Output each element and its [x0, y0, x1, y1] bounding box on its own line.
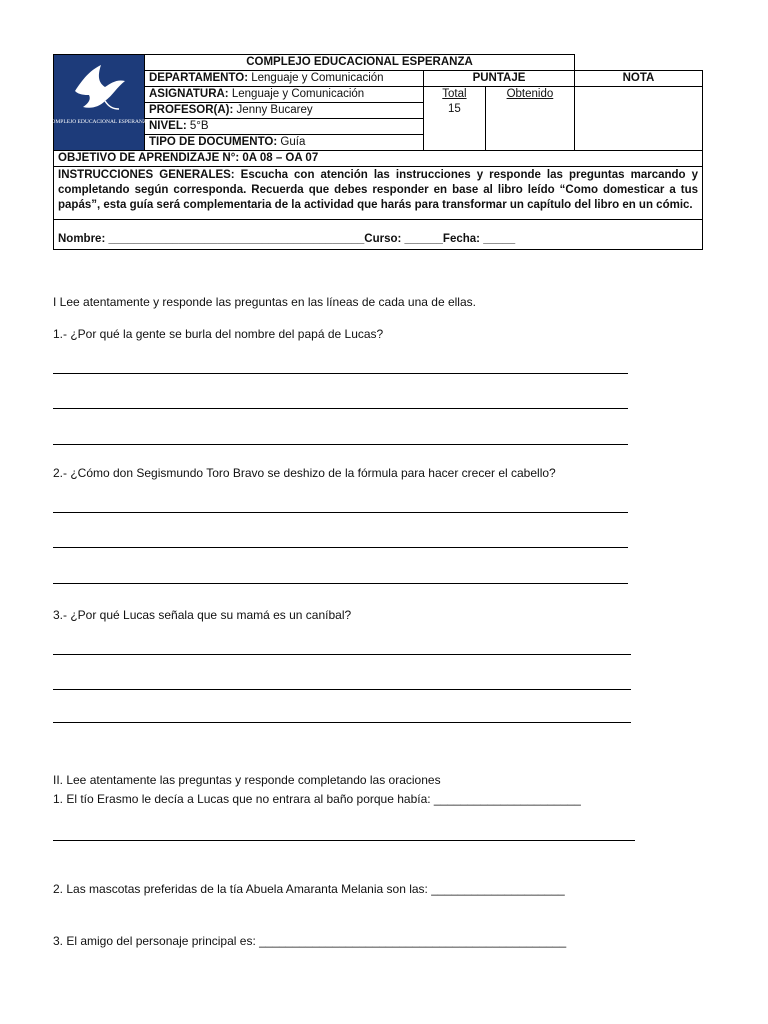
section2-title: II. Lee atentamente las preguntas y responde completando las oraciones	[53, 773, 441, 787]
question-1-1: 1.- ¿Por qué la gente se burla del nombre del papá de Lucas?	[53, 327, 384, 341]
section1-title: I Lee atentamente y responde las preguntas en las líneas de cada una de ellas.	[53, 295, 476, 309]
header-table	[47, 54, 703, 250]
nota-value-cell	[575, 87, 703, 151]
dove-logo	[47, 61, 151, 137]
question-2-1: 1. El tío Erasmo le decía a Lucas que no entrara al baño porque había: ______________________	[53, 792, 581, 806]
svg-text:COMPLEJO EDUCACIONAL ESPERANZA: COMPLEJO EDUCACIONAL ESPERANZA	[47, 119, 151, 125]
answer-line[interactable]	[53, 689, 631, 690]
puntaje-label: PUNTAJE	[424, 71, 575, 87]
answer-line[interactable]	[53, 583, 628, 584]
nombre-curso-fecha: Nombre: ________________________________________Curso: ______Fecha: _____	[54, 220, 703, 250]
tipo-cell: TIPO DE DOCUMENTO: Guía	[145, 135, 424, 151]
answer-line[interactable]	[53, 840, 635, 841]
instrucciones: INSTRUCCIONES GENERALES: Escucha con atención las instrucciones y responde las preguntas marcando y completando según corresponda. Recuerda que debes responder en base al libro leído “Como domesticar a tus papás”, esta guía será complementaria de la actividad que harás para transformar un capítulo del libro en un cómic.	[54, 167, 703, 220]
answer-line[interactable]	[53, 373, 628, 374]
departamento-cell: DEPARTAMENTO: Lenguaje y Comunicación	[145, 71, 424, 87]
answer-line[interactable]	[53, 444, 628, 445]
answer-line[interactable]	[53, 722, 631, 723]
answer-line[interactable]	[53, 654, 631, 655]
logo-cell	[47, 55, 151, 151]
answer-line[interactable]	[53, 408, 628, 409]
total-cell: Total 15	[424, 87, 486, 151]
school-name: COMPLEJO EDUCACIONAL ESPERANZA	[145, 55, 575, 71]
answer-line[interactable]	[53, 547, 628, 548]
answer-line[interactable]	[53, 512, 628, 513]
obtenido-cell: Obtenido	[485, 87, 574, 151]
asignatura-cell: ASIGNATURA: Lenguaje y Comunicación	[145, 87, 424, 103]
question-1-3: 3.- ¿Por qué Lucas señala que su mamá es un caníbal?	[53, 608, 352, 622]
question-1-2: 2.- ¿Cómo don Segismundo Toro Bravo se deshizo de la fórmula para hacer crecer el cabello?	[53, 466, 556, 480]
profesor-cell: PROFESOR(A): Jenny Bucarey	[145, 103, 424, 119]
question-2-3: 3. El amigo del personaje principal es: ______________________________________________	[53, 934, 567, 948]
question-2-2: 2. Las mascotas preferidas de la tía Abuela Amaranta Melania son las: ____________________	[53, 882, 565, 896]
nota-label: NOTA	[575, 71, 703, 87]
nivel-cell: NIVEL: 5°B	[145, 119, 424, 135]
objetivo: OBJETIVO DE APRENDIZAJE N°: 0A 08 – OA 07	[54, 151, 703, 167]
